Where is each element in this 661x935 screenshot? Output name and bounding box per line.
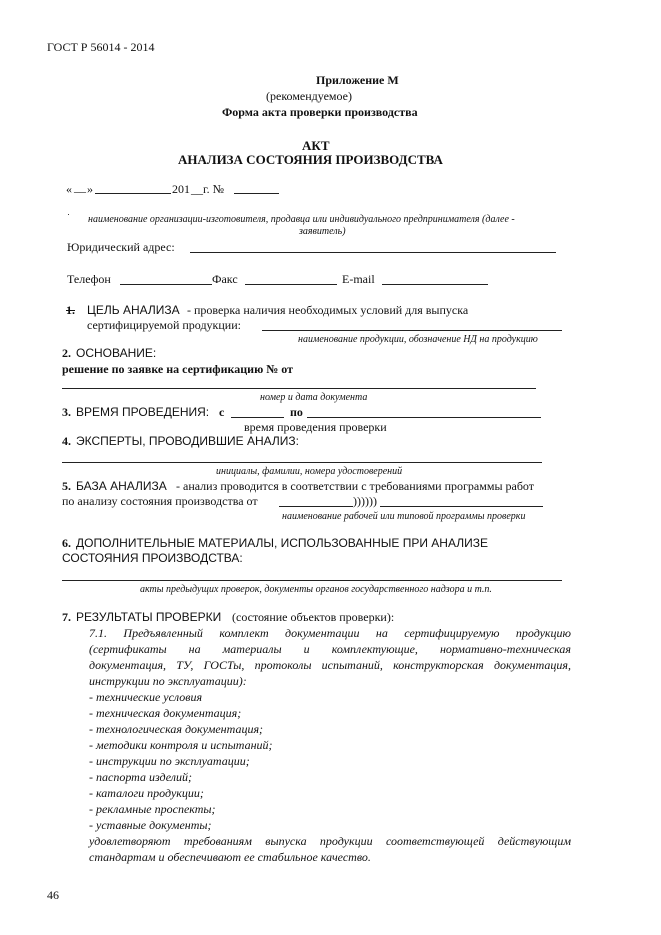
applicant-mark: · (67, 209, 70, 219)
section-7-title: РЕЗУЛЬТАТЫ ПРОВЕРКИ (76, 610, 222, 624)
section-3-from: с (219, 405, 225, 419)
section-6-number: 6. (62, 536, 71, 550)
section-1-text2: сертифицируемой продукции: (87, 318, 241, 332)
section-1-caption: наименование продукции, обозначение НД на продукцию (298, 334, 538, 345)
appendix-title: Приложение М (316, 73, 399, 87)
quote-open: « (66, 182, 72, 196)
section-1-text: - проверка наличия необходимых условий для выпуска (187, 303, 469, 317)
act-title: АКТ (302, 138, 330, 153)
section-6-title-line2: СОСТОЯНИЯ ПРОИЗВОДСТВА: (62, 551, 243, 565)
section-7-title-tail: (состояние объектов проверки): (232, 610, 395, 624)
para-7-1-line-1: 7.1. Предъявленный комплект документации на сертифицируемую продукцию (89, 626, 571, 640)
email-field[interactable] (382, 284, 488, 285)
section-3-title: ВРЕМЯ ПРОВЕДЕНИЯ: (76, 405, 210, 419)
basis-field[interactable] (62, 388, 536, 389)
conclusion-line-2: стандартам и обеспечивают ее стабильное качество. (89, 850, 371, 864)
phone-label: Телефон (67, 272, 111, 286)
list-item: - каталоги продукции; (89, 786, 204, 800)
section-5-title: БАЗА АНАЛИЗА (76, 479, 167, 493)
section-2-number: 2. (62, 346, 71, 360)
quote-close: » (87, 182, 93, 196)
legal-address-field[interactable] (190, 252, 556, 253)
list-item: - техническая документация; (89, 706, 242, 720)
fax-field[interactable] (245, 284, 337, 285)
section-6-caption: акты предыдущих проверок, документы органов государственного надзора и т.п. (140, 584, 492, 595)
form-title: Форма акта проверки производства (222, 105, 418, 119)
section-2-caption: номер и дата документа (260, 392, 368, 403)
email-label: E-mail (342, 272, 375, 286)
section-7-number: 7. (62, 610, 71, 624)
list-item: - технологическая документация; (89, 722, 264, 736)
list-item: - методики контроля и испытаний; (89, 738, 273, 752)
product-field[interactable] (262, 330, 562, 331)
list-item: - рекламные проспекты; (89, 802, 216, 816)
list-item: - технические условия (89, 690, 203, 704)
para-7-1-line-2: (сертификаты на материалы и комплектующие, нормативно-техническая (89, 642, 571, 656)
para-7-1-line-3: документация, ТУ, ГОСТы, протоколы испытаний, конструкторская документация, (89, 658, 571, 672)
end-date-field[interactable] (307, 417, 541, 418)
section-5-text: - анализ проводится в соответствии с требованиями программы работ (176, 479, 535, 493)
list-item: - инструкции по эксплуатации; (89, 754, 250, 768)
section-5-tail: )))))) (353, 494, 377, 508)
fax-label: Факс (212, 272, 238, 286)
experts-field[interactable] (62, 462, 542, 463)
day-blank: __ (74, 180, 86, 194)
section-4-number: 4. (62, 434, 71, 448)
list-item: - паспорта изделий; (89, 770, 192, 784)
year-prefix: 201 (172, 182, 190, 196)
para-7-1-line-4: инструкции по эксплуатации): (89, 674, 247, 688)
phone-field[interactable] (120, 284, 212, 285)
section-4-caption: инициалы, фамилии, номера удостоверений (216, 466, 403, 477)
section-1-title: ЦЕЛЬ АНАЛИЗА (87, 303, 180, 317)
act-number-field[interactable] (234, 193, 279, 194)
applicant-caption-line2: заявитель) (299, 226, 346, 237)
section-2-title: ОСНОВАНИЕ: (76, 346, 157, 360)
section-5-number: 5. (62, 479, 71, 493)
materials-field[interactable] (62, 580, 562, 581)
conclusion-line-1: удовлетворяют требованиям выпуска продукции соответствующей действующим (89, 834, 571, 848)
month-field[interactable] (95, 193, 171, 194)
program-date-field[interactable] (279, 506, 353, 507)
appendix-status: (рекомендуемое) (266, 89, 352, 103)
section-6-title-line1: ДОПОЛНИТЕЛЬНЫЕ МАТЕРИАЛЫ, ИСПОЛЬЗОВАННЫЕ ПРИ АНАЛИЗЕ (76, 536, 488, 550)
section-5-caption: наименование рабочей или типовой программы проверки (282, 511, 526, 522)
section-5-text2: по анализу состояния производства от (62, 494, 258, 508)
program-name-field[interactable] (380, 506, 543, 507)
section-3-caption: время проведения проверки (244, 420, 387, 434)
section-4-title: ЭКСПЕРТЫ, ПРОВОДИВШИЕ АНАЛИЗ: (76, 434, 299, 448)
page-number: 46 (47, 888, 59, 902)
start-date-field[interactable] (231, 417, 284, 418)
list-item: - уставные документы; (89, 818, 212, 832)
section-2-line: решение по заявке на сертификацию № от (62, 362, 294, 376)
section-3-to: по (290, 405, 303, 419)
act-subtitle: АНАЛИЗА СОСТОЯНИЯ ПРОИЗВОДСТВА (178, 152, 443, 167)
applicant-caption-line1: наименование организации-изготовителя, продавца или индивидуального предпринимателя (далее - (88, 214, 515, 225)
document-code: ГОСТ Р 56014 - 2014 (47, 40, 155, 54)
section-3-number: 3. (62, 405, 71, 419)
legal-address-label: Юридический адрес: (67, 240, 175, 254)
year-suffix: __г. № (191, 182, 225, 196)
section-1-number: 1. (66, 303, 75, 317)
